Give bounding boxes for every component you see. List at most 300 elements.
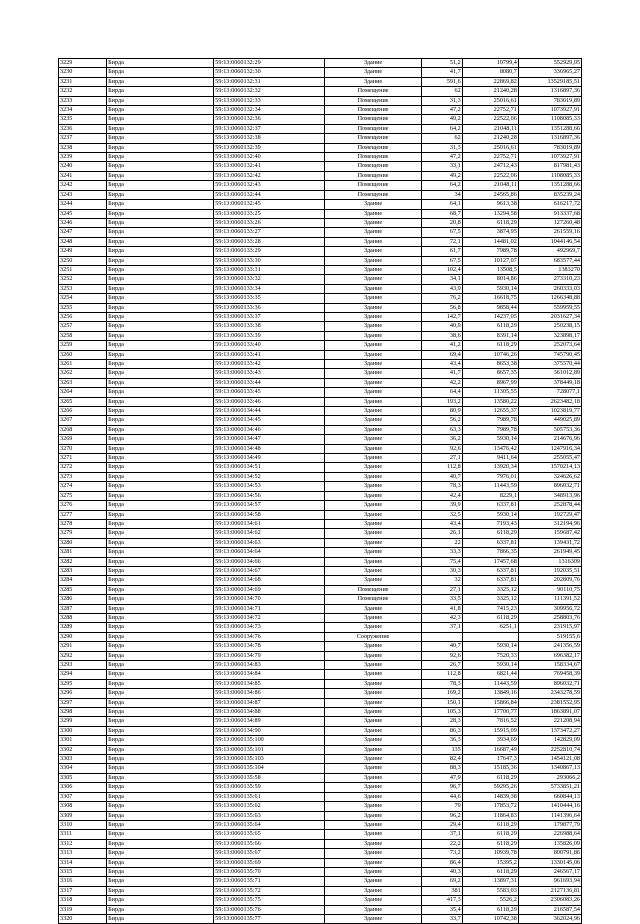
row-number-cell: 3307 [59, 792, 107, 801]
cadastral-number-cell: 59:13:0060132:41 [214, 162, 325, 171]
cadastral-number-cell: 59:13:0060134:47 [214, 435, 325, 444]
cadastral-number-cell: 59:13:0060135:104 [214, 764, 325, 773]
object-type-cell: Помещение [325, 595, 421, 604]
cadastral-number-cell: 59:13:0060134:71 [214, 604, 325, 613]
object-type-cell: Здание [325, 651, 421, 660]
cadastral-value-cell: 2031627,34 [518, 312, 581, 321]
cadastral-number-cell: 59:13:0060134:85 [214, 679, 325, 688]
area-cell: 20,8 [421, 218, 462, 227]
locality-cell: Бирда [107, 491, 214, 500]
unit-value-cell: 6118,29 [462, 613, 518, 622]
table-row [59, 360, 582, 369]
locality-cell: Бирда [107, 849, 214, 858]
cadastral-value-cell: 127260,48 [518, 218, 581, 227]
row-number-cell: 3308 [59, 802, 107, 811]
cadastral-number-cell: 59:13:0060133:28 [214, 237, 325, 246]
table-row [59, 717, 582, 726]
area-cell: 142,7 [421, 312, 462, 321]
object-type-cell: Здание [325, 341, 421, 350]
row-number-cell: 3263 [59, 378, 107, 387]
cadastral-value-cell: 2343278,59 [518, 689, 581, 698]
cadastral-number-cell: 59:13:0060135:76 [214, 905, 325, 914]
area-cell: 40,9 [421, 322, 462, 331]
area-cell: 31,3 [421, 143, 462, 152]
row-number-cell: 3313 [59, 849, 107, 858]
table-row [59, 896, 582, 905]
table-row [59, 87, 582, 96]
unit-value-cell: 6118,29 [462, 529, 518, 538]
locality-cell: Бирда [107, 679, 214, 688]
cadastral-value-cell: 2623482,18 [518, 397, 581, 406]
row-number-cell: 3254 [59, 294, 107, 303]
row-number-cell: 3282 [59, 557, 107, 566]
unit-value-cell: 8229,1 [462, 491, 518, 500]
unit-value-cell: 22522,06 [462, 115, 518, 124]
object-type-cell: Здание [325, 378, 421, 387]
object-type-cell: Здание [325, 209, 421, 218]
object-type-cell: Здание [325, 802, 421, 811]
unit-value-cell: 7816,52 [462, 717, 518, 726]
cadastral-number-cell: 59:13:0060134:51 [214, 463, 325, 472]
cadastral-value-cell: 696382,17 [518, 651, 581, 660]
area-cell: 75,4 [421, 557, 462, 566]
area-cell: 37,1 [421, 830, 462, 839]
object-type-cell: Здание [325, 820, 421, 829]
unit-value-cell: 10939,78 [462, 849, 518, 858]
table-row [59, 736, 582, 745]
cadastral-value-cell: 783019,89 [518, 143, 581, 152]
row-number-cell: 3269 [59, 435, 107, 444]
cadastral-number-cell: 59:13:0060135:72 [214, 886, 325, 895]
object-type-cell: Помещение [325, 585, 421, 594]
locality-cell: Бирда [107, 397, 214, 406]
object-type-cell: Здание [325, 218, 421, 227]
unit-value-cell: 13476,42 [462, 444, 518, 453]
locality-cell: Бирда [107, 557, 214, 566]
area-cell: 49,2 [421, 171, 462, 180]
area-cell: 26,1 [421, 529, 462, 538]
table-row [59, 661, 582, 670]
row-number-cell: 3229 [59, 59, 107, 68]
cadastral-number-cell: 59:13:0060132:31 [214, 77, 325, 86]
cadastral-value-cell: 683577,44 [518, 256, 581, 265]
object-type-cell: Здание [325, 463, 421, 472]
row-number-cell: 3309 [59, 811, 107, 820]
cadastral-number-cell: 59:13:0060133:39 [214, 331, 325, 340]
cadastral-number-cell: 59:13:0060135:70 [214, 867, 325, 876]
cadastral-value-cell: 505753,36 [518, 425, 581, 434]
locality-cell: Бирда [107, 68, 214, 77]
cadastral-value-cell: 519155,6 [518, 632, 581, 641]
cadastral-value-cell: 2306083,26 [518, 896, 581, 905]
unit-value-cell: 5526,2 [462, 896, 518, 905]
area-cell: 86,4 [421, 858, 462, 867]
cadastral-value-cell: 1340867,13 [518, 764, 581, 773]
area-cell: 41,2 [421, 341, 462, 350]
table-row [59, 181, 582, 190]
table-row [59, 237, 582, 246]
object-type-cell: Здание [325, 849, 421, 858]
cadastral-number-cell: 59:13:0060134:89 [214, 717, 325, 726]
unit-value-cell: 25016,61 [462, 143, 518, 152]
cadastral-value-cell: 1141396,64 [518, 811, 581, 820]
locality-cell: Бирда [107, 303, 214, 312]
cadastral-value-cell: 135826,09 [518, 839, 581, 848]
table-row [59, 557, 582, 566]
cadastral-number-cell: 59:13:0060134:57 [214, 501, 325, 510]
locality-cell: Бирда [107, 96, 214, 105]
table-row [59, 529, 582, 538]
cadastral-number-cell: 59:13:0060134:49 [214, 454, 325, 463]
row-number-cell: 3243 [59, 190, 107, 199]
object-type-cell: Здание [325, 755, 421, 764]
cadastral-value-cell: 159687,42 [518, 529, 581, 538]
unit-value-cell: 13897,31 [462, 877, 518, 886]
table-row [59, 369, 582, 378]
table-row [59, 59, 582, 68]
row-number-cell: 3297 [59, 698, 107, 707]
table-row [59, 519, 582, 528]
unit-value-cell: 6118,29 [462, 905, 518, 914]
unit-value-cell: 6118,29 [462, 839, 518, 848]
cadastral-value-cell: 769458,39 [518, 670, 581, 679]
table-row [59, 294, 582, 303]
unit-value-cell: 11443,59 [462, 679, 518, 688]
cadastral-number-cell: 59:13:0060134:64 [214, 548, 325, 557]
table-row [59, 416, 582, 425]
cadastral-value-cell: 1266348,88 [518, 294, 581, 303]
object-type-cell: Здание [325, 623, 421, 632]
unit-value-cell: 13508,5 [462, 265, 518, 274]
area-cell: 41,7 [421, 369, 462, 378]
table-row [59, 642, 582, 651]
cadastral-number-cell: 59:13:0060132:38 [214, 134, 325, 143]
object-type-cell: Здание [325, 454, 421, 463]
unit-value-cell: 22522,06 [462, 171, 518, 180]
table-row [59, 341, 582, 350]
cadastral-value-cell: 139431,72 [518, 538, 581, 547]
table-row [59, 510, 582, 519]
property-registry-sheet [58, 58, 582, 924]
locality-cell: Бирда [107, 435, 214, 444]
cadastral-number-cell: 59:13:0060134:48 [214, 444, 325, 453]
cadastral-number-cell: 59:13:0060133:29 [214, 247, 325, 256]
row-number-cell: 3271 [59, 454, 107, 463]
cadastral-number-cell: 59:13:0060135:67 [214, 849, 325, 858]
locality-cell: Бирда [107, 472, 214, 481]
cadastral-number-cell: 59:13:0060134:78 [214, 642, 325, 651]
object-type-cell: Помещение [325, 124, 421, 133]
locality-cell: Бирда [107, 726, 214, 735]
locality-cell: Бирда [107, 914, 214, 923]
object-type-cell: Здание [325, 59, 421, 68]
locality-cell: Бирда [107, 425, 214, 434]
locality-cell: Бирда [107, 689, 214, 698]
row-number-cell: 3283 [59, 566, 107, 575]
unit-value-cell: 8657,35 [462, 369, 518, 378]
cadastral-value-cell: 1351288,66 [518, 124, 581, 133]
object-type-cell: Помещение [325, 143, 421, 152]
cadastral-value-cell: 13529185,51 [518, 77, 581, 86]
locality-cell: Бирда [107, 632, 214, 641]
locality-cell: Бирда [107, 153, 214, 162]
unit-value-cell: 11443,59 [462, 482, 518, 491]
object-type-cell: Здание [325, 839, 421, 848]
locality-cell: Бирда [107, 106, 214, 115]
locality-cell: Бирда [107, 613, 214, 622]
locality-cell: Бирда [107, 745, 214, 754]
locality-cell: Бирда [107, 764, 214, 773]
row-number-cell: 3233 [59, 96, 107, 105]
cadastral-number-cell: 59:13:0060133:43 [214, 369, 325, 378]
unit-value-cell: 13294,58 [462, 209, 518, 218]
object-type-cell: Здание [325, 764, 421, 773]
table-row [59, 472, 582, 481]
unit-value-cell: 22752,71 [462, 153, 518, 162]
area-cell: 43,9 [421, 284, 462, 293]
unit-value-cell: 10127,07 [462, 256, 518, 265]
area-cell: 28,3 [421, 717, 462, 726]
locality-cell: Бирда [107, 896, 214, 905]
row-number-cell: 3235 [59, 115, 107, 124]
table-row [59, 726, 582, 735]
locality-cell: Бирда [107, 708, 214, 717]
object-type-cell: Здание [325, 548, 421, 557]
table-row [59, 228, 582, 237]
cadastral-value-cell: 158334,67 [518, 661, 581, 670]
locality-cell: Бирда [107, 642, 214, 651]
object-type-cell: Здание [325, 538, 421, 547]
object-type-cell: Здание [325, 312, 421, 321]
cadastral-value-cell: 559959,55 [518, 303, 581, 312]
locality-cell: Бирда [107, 218, 214, 227]
area-cell: 26,7 [421, 661, 462, 670]
unit-value-cell: 7415,23 [462, 604, 518, 613]
object-type-cell: Здание [325, 783, 421, 792]
object-type-cell: Здание [325, 717, 421, 726]
cadastral-number-cell: 59:13:0060133:46 [214, 397, 325, 406]
cadastral-value-cell: 142829,09 [518, 736, 581, 745]
area-cell: 40,3 [421, 867, 462, 876]
area-cell: 51,2 [421, 59, 462, 68]
table-row [59, 820, 582, 829]
cadastral-value-cell: 1863891,07 [518, 708, 581, 717]
object-type-cell: Здание [325, 510, 421, 519]
locality-cell: Бирда [107, 463, 214, 472]
row-number-cell: 3290 [59, 632, 107, 641]
row-number-cell: 3288 [59, 613, 107, 622]
unit-value-cell: 6118,29 [462, 830, 518, 839]
cadastral-value-cell: 231915,97 [518, 623, 581, 632]
row-number-cell: 3320 [59, 914, 107, 923]
locality-cell: Бирда [107, 792, 214, 801]
locality-cell: Бирда [107, 454, 214, 463]
cadastral-number-cell: 59:13:0060134:90 [214, 726, 325, 735]
cadastral-number-cell: 59:13:0060133:31 [214, 265, 325, 274]
locality-cell: Бирда [107, 115, 214, 124]
cadastral-value-cell: 252878,44 [518, 501, 581, 510]
cadastral-value-cell: 492969,7 [518, 247, 581, 256]
unit-value-cell: 6118,29 [462, 820, 518, 829]
locality-cell: Бирда [107, 595, 214, 604]
object-type-cell: Здание [325, 491, 421, 500]
area-cell: 102,4 [421, 265, 462, 274]
area-cell: 62 [421, 134, 462, 143]
cadastral-number-cell: 59:13:0060135:65 [214, 830, 325, 839]
row-number-cell: 3268 [59, 425, 107, 434]
area-cell: 41,8 [421, 604, 462, 613]
cadastral-value-cell: 214676,96 [518, 435, 581, 444]
object-type-cell: Здание [325, 519, 421, 528]
unit-value-cell: 11864,83 [462, 811, 518, 820]
unit-value-cell: 5583,03 [462, 886, 518, 895]
locality-cell: Бирда [107, 87, 214, 96]
unit-value-cell: 3934,69 [462, 736, 518, 745]
cadastral-number-cell: 59:13:0060135:59 [214, 783, 325, 792]
row-number-cell: 3294 [59, 670, 107, 679]
cadastral-number-cell: 59:13:0060134:76 [214, 632, 325, 641]
area-cell: 32 [421, 576, 462, 585]
cadastral-value-cell: 1316309 [518, 557, 581, 566]
unit-value-cell: 6337,81 [462, 501, 518, 510]
cadastral-value-cell: 216587,54 [518, 905, 581, 914]
area-cell: 72,1 [421, 237, 462, 246]
locality-cell: Бирда [107, 388, 214, 397]
unit-value-cell: 21240,28 [462, 87, 518, 96]
unit-value-cell: 6118,29 [462, 218, 518, 227]
table-row [59, 124, 582, 133]
cadastral-value-cell: 192729,47 [518, 510, 581, 519]
table-row [59, 247, 582, 256]
cadastral-value-cell: 1410444,16 [518, 802, 581, 811]
locality-cell: Бирда [107, 200, 214, 209]
object-type-cell: Здание [325, 360, 421, 369]
table-row [59, 585, 582, 594]
row-number-cell: 3289 [59, 623, 107, 632]
area-cell: 34,1 [421, 275, 462, 284]
cadastral-value-cell: 1316897,36 [518, 87, 581, 96]
cadastral-value-cell: 1373472,27 [518, 726, 581, 735]
row-number-cell: 3304 [59, 764, 107, 773]
cadastral-number-cell: 59:13:0060132:33 [214, 96, 325, 105]
cadastral-number-cell: 59:13:0060134:58 [214, 510, 325, 519]
unit-value-cell: 6118,29 [462, 773, 518, 782]
row-number-cell: 3247 [59, 228, 107, 237]
unit-value-cell: 21048,11 [462, 181, 518, 190]
row-number-cell: 3260 [59, 350, 107, 359]
locality-cell: Бирда [107, 820, 214, 829]
table-row [59, 171, 582, 180]
object-type-cell: Здание [325, 557, 421, 566]
table-row [59, 632, 582, 641]
locality-cell: Бирда [107, 190, 214, 199]
area-cell: 96,2 [421, 811, 462, 820]
unit-value-cell: 15915,09 [462, 726, 518, 735]
locality-cell: Бирда [107, 59, 214, 68]
table-body [59, 59, 582, 924]
locality-cell: Бирда [107, 312, 214, 321]
cadastral-value-cell: 1330145,06 [518, 858, 581, 867]
object-type-cell: Здание [325, 830, 421, 839]
cadastral-value-cell: 1316897,36 [518, 134, 581, 143]
object-type-cell: Здание [325, 77, 421, 86]
row-number-cell: 3303 [59, 755, 107, 764]
area-cell: 67,5 [421, 228, 462, 237]
cadastral-number-cell: 59:13:0060134:62 [214, 529, 325, 538]
row-number-cell: 3310 [59, 820, 107, 829]
locality-cell: Бирда [107, 548, 214, 557]
area-cell: 78,3 [421, 679, 462, 688]
cadastral-value-cell: 348913,96 [518, 491, 581, 500]
unit-value-cell: 17647,3 [462, 755, 518, 764]
row-number-cell: 3267 [59, 416, 107, 425]
table-row [59, 284, 582, 293]
area-cell: 69,2 [421, 877, 462, 886]
area-cell: 112,8 [421, 463, 462, 472]
locality-cell: Бирда [107, 350, 214, 359]
table-row [59, 454, 582, 463]
table-row [59, 190, 582, 199]
row-number-cell: 3292 [59, 651, 107, 660]
table-row [59, 143, 582, 152]
cadastral-value-cell: 258803,76 [518, 613, 581, 622]
table-row [59, 209, 582, 218]
area-cell: 150,1 [421, 698, 462, 707]
table-row [59, 595, 582, 604]
row-number-cell: 3296 [59, 689, 107, 698]
row-number-cell: 3248 [59, 237, 107, 246]
object-type-cell: Помещение [325, 153, 421, 162]
unit-value-cell: 24712,43 [462, 162, 518, 171]
object-type-cell: Здание [325, 68, 421, 77]
unit-value-cell: 9613,38 [462, 200, 518, 209]
object-type-cell: Здание [325, 303, 421, 312]
locality-cell: Бирда [107, 566, 214, 575]
cadastral-value-cell: 261949,45 [518, 548, 581, 557]
cadastral-value-cell: 5733851,21 [518, 783, 581, 792]
cadastral-number-cell: 59:13:0060134:88 [214, 708, 325, 717]
table-row [59, 501, 582, 510]
table-row [59, 623, 582, 632]
table-row [59, 435, 582, 444]
area-cell: 88,3 [421, 764, 462, 773]
cadastral-value-cell: 660844,13 [518, 792, 581, 801]
object-type-cell: Здание [325, 670, 421, 679]
unit-value-cell: 6251,1 [462, 623, 518, 632]
object-type-cell: Здание [325, 905, 421, 914]
area-cell: 112,8 [421, 670, 462, 679]
object-type-cell: Здание [325, 858, 421, 867]
cadastral-number-cell: 59:13:0060132:30 [214, 68, 325, 77]
cadastral-value-cell: 745790,45 [518, 350, 581, 359]
cadastral-value-cell: 361012,89 [518, 369, 581, 378]
locality-cell: Бирда [107, 839, 214, 848]
cadastral-value-cell: 179877,79 [518, 820, 581, 829]
unit-value-cell: 17853,72 [462, 802, 518, 811]
locality-cell: Бирда [107, 802, 214, 811]
object-type-cell: Здание [325, 529, 421, 538]
cadastral-value-cell: 375570,44 [518, 360, 581, 369]
locality-cell: Бирда [107, 322, 214, 331]
locality-cell: Бирда [107, 171, 214, 180]
cadastral-number-cell: 59:13:0060134:72 [214, 613, 325, 622]
area-cell: 63,3 [421, 425, 462, 434]
area-cell: 31,3 [421, 96, 462, 105]
area-cell: 105,3 [421, 708, 462, 717]
row-number-cell: 3315 [59, 867, 107, 876]
locality-cell: Бирда [107, 773, 214, 782]
table-row [59, 877, 582, 886]
